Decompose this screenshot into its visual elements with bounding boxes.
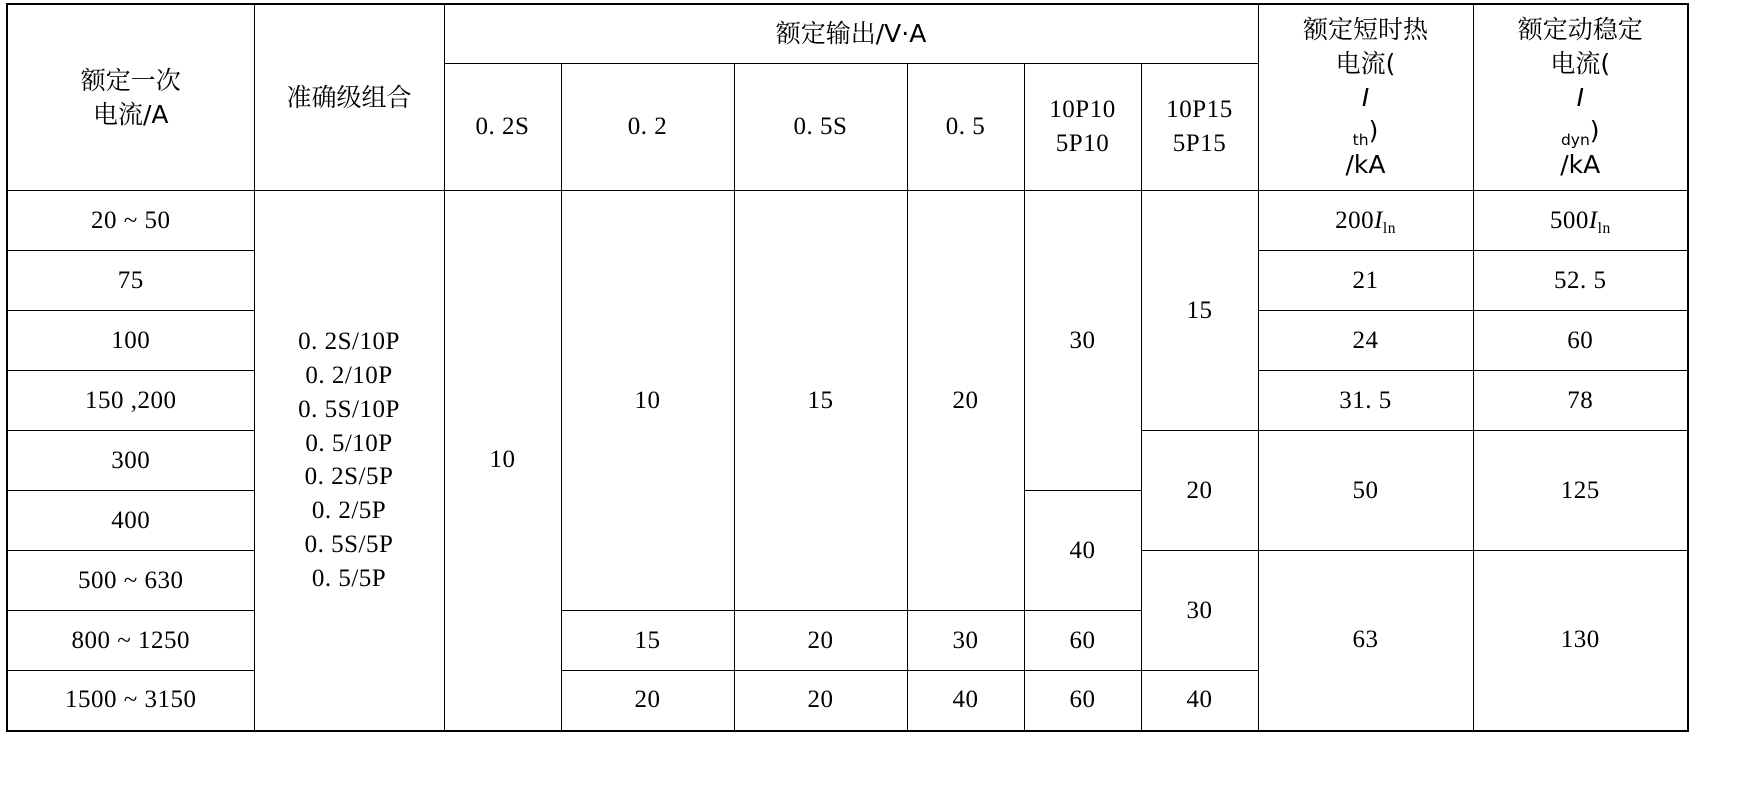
cell-accuracy-combinations: 0. 2S/10P 0. 2/10P 0. 5S/10P 0. 5/10P 0. 2S/5P 0. 2/5P 0. 5S/5P 0. 5/5P — [254, 191, 444, 731]
cell-dynamic-current: 52. 5 — [1473, 251, 1688, 311]
table-body — [7, 191, 1688, 731]
header-output-0-2: 0. 2 — [561, 64, 734, 191]
cell-output-0-5: 20 — [907, 191, 1024, 611]
cell-dynamic-current: 78 — [1473, 371, 1688, 431]
current-transformer-spec-table — [6, 3, 1689, 732]
cell-primary-current: 150 ,200 — [7, 371, 254, 431]
header-primary-current: 额定一次 电流/A — [7, 4, 254, 191]
cell-thermal-current: 63 — [1258, 551, 1473, 731]
header-rated-output-group: 额定输出/V·A — [444, 4, 1258, 64]
header-output-0-2s: 0. 2S — [444, 64, 561, 191]
cell-thermal-current: $200I_{ln}$ — [1258, 191, 1473, 251]
cell-output-10p10: 30 — [1024, 191, 1141, 491]
cell-output-0-2s: 10 — [444, 191, 561, 731]
cell-primary-current: 100 — [7, 311, 254, 371]
cell-output-0-5s: 20 — [734, 671, 907, 731]
header-dynamic-current: 额定动稳定 电流( I $_{dyn}$) /kA — [1473, 4, 1688, 191]
cell-output-10p15: 15 — [1141, 191, 1258, 431]
cell-output-10p10: 60 — [1024, 671, 1141, 731]
cell-dynamic-current: 60 — [1473, 311, 1688, 371]
cell-thermal-current: 21 — [1258, 251, 1473, 311]
cell-output-0-5s: 15 — [734, 191, 907, 611]
cell-thermal-current: 24 — [1258, 311, 1473, 371]
cell-output-0-2: 20 — [561, 671, 734, 731]
header-thermal-current: 额定短时热 电流( I $_{th}$) /kA — [1258, 4, 1473, 191]
table-header — [7, 4, 1688, 191]
cell-output-10p15: 40 — [1141, 671, 1258, 731]
cell-primary-current: 300 — [7, 431, 254, 491]
cell-primary-current: 500 ~ 630 — [7, 551, 254, 611]
cell-thermal-current: 31. 5 — [1258, 371, 1473, 431]
table-row — [7, 191, 1688, 251]
cell-dynamic-current: 130 — [1473, 551, 1688, 731]
cell-output-10p15: 20 — [1141, 431, 1258, 551]
cell-output-0-5: 30 — [907, 611, 1024, 671]
cell-output-10p10: 60 — [1024, 611, 1141, 671]
cell-dynamic-current: $500I_{ln}$ — [1473, 191, 1688, 251]
cell-output-10p10: 40 — [1024, 491, 1141, 611]
cell-primary-current: 20 ~ 50 — [7, 191, 254, 251]
table-sheet — [0, 3, 1747, 802]
cell-output-0-5: 40 — [907, 671, 1024, 731]
cell-output-10p15: 30 — [1141, 551, 1258, 671]
header-output-10p10-5p10: 10P10 5P10 — [1024, 64, 1141, 191]
cell-primary-current: 800 ~ 1250 — [7, 611, 254, 671]
cell-thermal-current: 50 — [1258, 431, 1473, 551]
header-output-0-5s: 0. 5S — [734, 64, 907, 191]
cell-primary-current: 400 — [7, 491, 254, 551]
cell-output-0-2: 15 — [561, 611, 734, 671]
header-accuracy-combo: 准确级组合 — [254, 4, 444, 191]
cell-output-0-2: 10 — [561, 191, 734, 611]
header-output-10p15-5p15: 10P15 5P15 — [1141, 64, 1258, 191]
cell-dynamic-current: 125 — [1473, 431, 1688, 551]
cell-primary-current: 75 — [7, 251, 254, 311]
cell-primary-current: 1500 ~ 3150 — [7, 671, 254, 731]
header-output-0-5: 0. 5 — [907, 64, 1024, 191]
cell-output-0-5s: 20 — [734, 611, 907, 671]
